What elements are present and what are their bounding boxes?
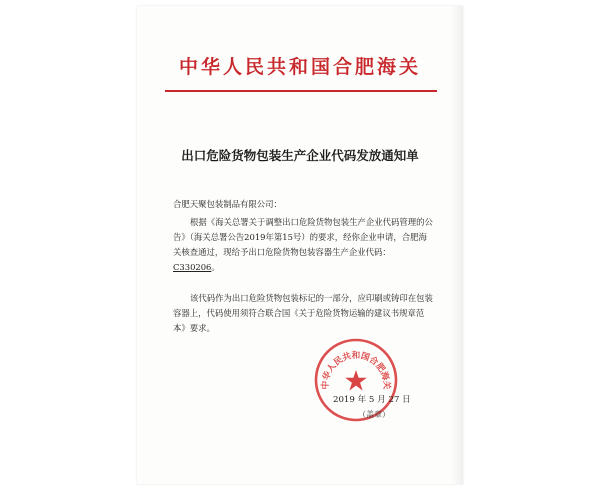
paragraph-2: 该代码作为出口危险货物包装标记的一部分，应印刷或铸印在包装容器上，代码使用须符合联合国《关于危险货物运输的建议书规章范本》要求。 — [173, 293, 433, 333]
seal-mark: （盖章） — [358, 410, 390, 419]
paragraph-1-end: 。 — [211, 262, 220, 272]
paragraph-1 — [173, 215, 435, 275]
issue-date: 2019 年 5 月 27 日 — [333, 395, 411, 405]
seal-star-icon — [345, 370, 367, 391]
header-rule — [165, 90, 437, 92]
seal-text: 中华人民共和国合肥海关 — [320, 351, 392, 390]
document-sheet — [137, 6, 463, 484]
addressee: 合肥天聚包装制品有限公司： — [173, 199, 282, 209]
paragraph-1-text: 根据《海关总署关于调整出口危险货物包装生产企业代码管理的公告》（海关总署公告2019年第15号）的要求，经你企业申请，合肥海关核查通过，现给予出口危险货物包装容器生产企业代码： — [173, 217, 433, 257]
agency-header: 中华人民共和国合肥海关 — [178, 56, 421, 78]
enterprise-code: C330206 — [173, 262, 212, 272]
notice-title: 出口危险货物包装生产企业代码发放通知单 — [181, 148, 419, 163]
